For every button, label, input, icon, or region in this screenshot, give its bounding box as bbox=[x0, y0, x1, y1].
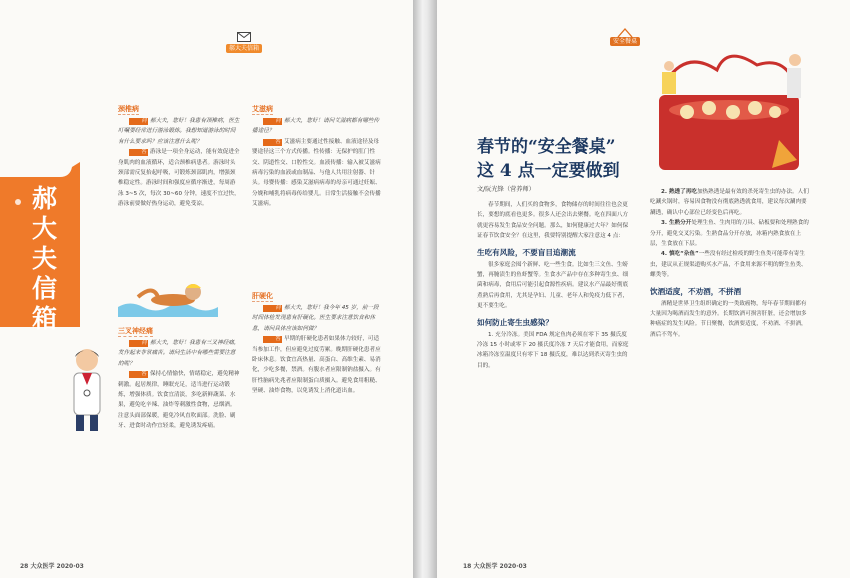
article-column-2 bbox=[650, 187, 810, 545]
answer-text: 答 游泳是一项全身运动，能有效促进全身肌肉的血液循环，适合颈椎病患者。游泳时头颈部需反复抬起呼吸，可锻炼颈部肌肉，增强颈椎稳定性。游泳时间和强度应循序渐进，每周游泳 3~5 次，每次 30~60 分钟，速度不宜过快，游泳前要做好热身运动，避免受凉。 bbox=[118, 149, 240, 208]
section-body: 1. 充分冷冻。美国 FDA 规定鱼肉必须在零下 35 摄氏度冷冻 15 小时或零下 20 摄氏度冷冻 7 天后才能食用，而家庭冰箱冷冻室温度只有零下 18 摄氏度，难以达到杀灭寄生虫的目的。 bbox=[477, 331, 629, 369]
side-title: 郝大夫信箱 bbox=[32, 184, 58, 333]
section-title: 艾滋病 bbox=[252, 105, 273, 113]
answer-text: 答 保持心情愉快，情绪稳定，避免精神刺激。起居规律，睡眠充足，适当进行运动锻炼，增强体质。饮食宜清淡，多吃新鲜蔬菜、水果，避免吃辛辣、油炸等刺激性食物，忌烟酒。注意头面部保暖，避免冷风直吹面部。洗脸、刷牙、进食时动作宜轻柔，避免诱发疼痛。 bbox=[118, 371, 240, 430]
section-heading: 饮酒适度，不劝酒，不拼酒 bbox=[650, 286, 742, 296]
question-text: 问 郝大夫，您好！我今年 45 岁，前一段时间体检发现患有肝硬化。医生要求注意饮食和休息，请问具体应该如何做？ bbox=[252, 305, 379, 332]
column-1-lower bbox=[118, 322, 240, 542]
answer-text: 答 艾滋病主要通过性接触、血液途径及母婴途径这三个方式传播。性传播：无保护的肛门性交、阴道性交、口腔性交。血液传播：输入被艾滋病病毒污染的血液或血制品、与他人共用注射器、针头。母婴传播：感染艾滋病病毒的母亲可通过妊娠、分娩和哺乳将病毒传给婴儿。日常生活接触不会传播艾滋病。 bbox=[252, 138, 381, 208]
article-title-line2: 这 4 点一定要做到 bbox=[477, 161, 620, 181]
right-page bbox=[437, 0, 850, 578]
envelope-icon bbox=[237, 32, 251, 42]
answer-label: 答 bbox=[263, 139, 282, 146]
question-label: 问 bbox=[129, 340, 148, 347]
side-banner bbox=[0, 162, 112, 333]
section-heading: 如何防止寄生虫感染？ bbox=[477, 317, 553, 327]
column-2 bbox=[252, 100, 382, 285]
answer-label: 答 bbox=[129, 149, 148, 156]
question-text: 问 郝大夫，您好！我患有颈椎病，医生叮嘱要经常进行游泳锻炼。我想知道游泳的时间有什么要求吗？应该注意什么呢？ bbox=[118, 118, 240, 145]
page-footer: 28 大众医学 2020·03 bbox=[20, 563, 84, 570]
section-title: 颈椎病 bbox=[118, 105, 139, 113]
question-label: 问 bbox=[263, 305, 282, 312]
answer-label: 答 bbox=[129, 371, 148, 378]
answer-text: 答 早期的肝硬化患者如果体力较好，可适当参加工作，但应避免过度劳累。晚期肝硬化患者应卧床休息。饮食宜高热量、高蛋白、高维生素、易消化，少吃多餐，禁酒。有腹水者应限制钠盐摄入。有肝性脑病先兆者应限制蛋白质摄入。避免食用粗糙、坚硬、油炸食物，以免诱发上消化道出血。 bbox=[252, 336, 381, 395]
question-text: 问 郝大夫，您好！请问艾滋病都有哪些传播途径？ bbox=[252, 118, 380, 135]
question-label: 问 bbox=[263, 118, 282, 125]
column-2-lower bbox=[252, 287, 382, 517]
column-tag-label: 安全餐桌 bbox=[610, 37, 640, 46]
section-item: 3. 生熟分开处理生鱼、生肉用的刀具、砧板要和处理熟食的分开，避免交叉污染。生熟食品分开存放，冰箱内熟食放在上层，生食放在下层。 bbox=[650, 220, 809, 248]
section-body: 酒精是世界卫生组织确定的一类致癌物，每年春节期间都有大量因为喝酒而发生的意外。长期饮酒可损害肝脏，还会增加多种癌症的发生风险。节日聚餐，饮酒要适度，不劝酒、不拼酒，酒后不驾车。 bbox=[650, 300, 807, 338]
section-body: 很多家庭会囤个新鲜、吃一些生食。比如生三文鱼、生螃蟹，再腌渍生的鱼虾蟹等。生食水产品中存在多种寄生虫、细菌和病毒，食用后可能引起食源性疾病。建议水产品最好彻底煮熟后再食用，尤其是孕妇、儿童、老年人和免疫力低下者，更不要生吃。 bbox=[477, 261, 629, 310]
section-title: 三叉神经痛 bbox=[118, 327, 153, 335]
section-heading: 生吃有风险，不要盲目追潮流 bbox=[477, 247, 576, 257]
column-badge bbox=[226, 32, 262, 53]
byline: 文/阮光锋（营养师） bbox=[477, 186, 535, 193]
left-page bbox=[0, 0, 413, 578]
article-title-line1: 春节的“安全餐桌” bbox=[477, 137, 616, 157]
question-label: 问 bbox=[129, 118, 148, 125]
answer-label: 答 bbox=[263, 336, 282, 343]
festive-table-illustration bbox=[647, 40, 812, 180]
article-column-1 bbox=[477, 200, 632, 545]
doctor-illustration bbox=[62, 345, 112, 435]
column-1 bbox=[118, 100, 240, 272]
column-badge-label: 郝大夫信箱 bbox=[226, 44, 262, 53]
page-gutter bbox=[413, 0, 437, 578]
section-item: 4. 慎吃“杂鱼”一些没有经过检疫的野生鱼类可能带有寄生虫，建议从正规渠道购买水产品，不食用来源不明的野生鱼类、螺类等。 bbox=[650, 251, 807, 279]
house-icon bbox=[617, 28, 633, 37]
question-text: 问 郝大夫，您好！我患有三叉神经痛，发作起来非常痛苦。请问生活中有哪些需要注意的呢？ bbox=[118, 340, 240, 367]
intro-text: 春节期间，人们买的食物多，食物储存的时间往往也会更长，要想的底看也更多。很多人还会出去聚餐。吃在四面八方就更容易发生食品安全问题。那么，如何健康过大年？如何保证春节饮食安全？在这里，我要特别提醒大家注意这 4 点： bbox=[477, 202, 629, 240]
column-tag bbox=[610, 28, 640, 46]
section-title: 肝硬化 bbox=[252, 292, 273, 300]
page-footer: 18 大众医学 2020·03 bbox=[463, 563, 527, 570]
section-item: 2. 熟透了再吃加热熟透是最有效的杀死寄生虫的办法。人们吃涮火锅时，容易因食物没有彻底熟透就食用，建议每次涮肉要涮透，确认中心部位已经变色后再吃。 bbox=[650, 189, 809, 216]
swimmer-illustration bbox=[118, 272, 218, 317]
